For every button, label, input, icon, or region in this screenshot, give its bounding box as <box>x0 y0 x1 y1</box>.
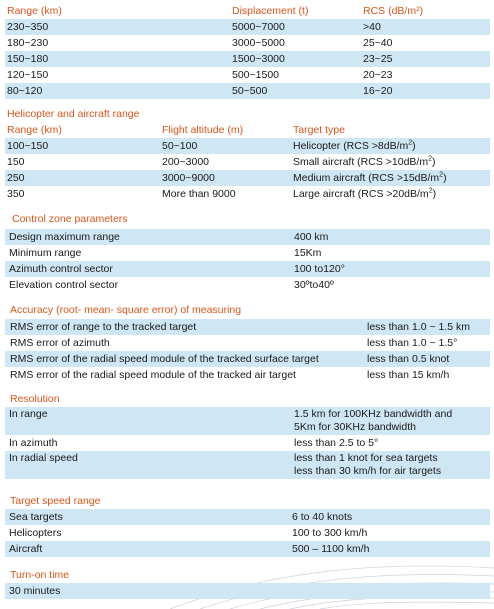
table-cell: Helicopter $(RCS >8dB/m^2)$ <box>293 139 416 152</box>
table-cell: 5000~7000 <box>232 21 285 33</box>
table-cell: 150~180 <box>7 53 49 65</box>
table-cell: 100 to120° <box>294 263 345 275</box>
table-cell: In range <box>9 408 48 420</box>
table-cell: Elevation control sector <box>9 279 119 291</box>
table-cell: 30 minutes <box>9 585 61 597</box>
section-title-turnon: Turn-on time <box>10 569 70 581</box>
table-cell: less than 1.0 ~ 1.5 km <box>367 321 471 333</box>
column-header: Displacement (t) <box>232 5 309 17</box>
table-row <box>5 351 490 367</box>
table-row <box>5 509 490 525</box>
table-header-row <box>5 122 490 138</box>
table-cell: Design maximum range <box>9 231 120 243</box>
table-header-row <box>5 3 490 19</box>
table-cell: 3000~5000 <box>232 37 285 49</box>
table-cell: 15Km <box>294 247 322 259</box>
table-cell: 120~150 <box>7 69 49 81</box>
table-cell: Large aircraft $(RCS >20dB/m^2)$ <box>293 187 437 200</box>
table-cell: >40 <box>363 21 381 33</box>
table-cell: 20~23 <box>363 69 393 81</box>
table-row <box>5 67 490 83</box>
resolution-table <box>5 407 490 479</box>
section-title-control: Control zone parameters <box>12 213 128 225</box>
column-header: Flight altitude (m) <box>162 124 244 136</box>
table-row <box>5 261 490 277</box>
table-cell: 50~100 <box>162 140 198 152</box>
column-header: RCS (dB/m²) <box>363 5 424 17</box>
table-cell: 3000~9000 <box>162 172 215 184</box>
table-cell: In azimuth <box>9 437 58 449</box>
table-cell: 23~25 <box>363 53 393 65</box>
table-cell: less than 2.5 to 5° <box>294 437 379 449</box>
table-row <box>5 245 490 261</box>
table-cell: 80~120 <box>7 85 43 97</box>
table-row <box>5 19 490 35</box>
table-cell: 25~40 <box>363 37 393 49</box>
table-cell: 16~20 <box>363 85 393 97</box>
table-cell: 500~1500 <box>232 69 280 81</box>
table-cell: 500 – 1100 km/h <box>292 543 370 555</box>
table-cell: 200~3000 <box>162 156 210 168</box>
table-row <box>5 451 490 479</box>
table-row <box>5 170 490 186</box>
table-cell: less than 0.5 knot <box>367 353 450 365</box>
table-cell: Aircraft <box>9 543 43 555</box>
table-cell: RMS error of the radial speed module of the tracked surface target <box>10 353 319 365</box>
table-row <box>5 367 490 383</box>
table-cell: RMS error of the radial speed module of the tracked air target <box>10 369 296 381</box>
section-title-helicopter: Helicopter and aircraft range <box>7 108 140 120</box>
target-speed-table <box>5 509 490 557</box>
table-cell: less than 1.0 ~ 1.5° <box>367 337 458 349</box>
table-row <box>5 335 490 351</box>
table-row <box>5 186 490 202</box>
table-cell: 230~350 <box>7 21 49 33</box>
table-row <box>5 83 490 99</box>
table-cell: 6 to 40 knots <box>292 511 353 523</box>
table-row <box>5 138 490 154</box>
section-title-resolution: Resolution <box>10 393 60 405</box>
table-cell: less than 15 km/h <box>367 369 450 381</box>
table-row <box>5 435 490 451</box>
table-row <box>5 229 490 245</box>
table-cell: 400 km <box>294 231 329 243</box>
table-cell: 1500~3000 <box>232 53 285 65</box>
column-header: Range (km) <box>7 124 62 136</box>
helicopter-aircraft-table <box>5 122 490 202</box>
range-displacement-table <box>5 3 490 99</box>
section-title-accuracy: Accuracy (root- mean- square error) of measuring <box>10 304 242 316</box>
table-cell: 250 <box>7 172 25 184</box>
table-cell: Azimuth control sector <box>9 263 113 275</box>
table-row <box>5 319 490 335</box>
table-cell: less than 1 knot for sea targets less than 30 km/h for air targets <box>294 452 442 477</box>
table-cell: Small aircraft $(RCS >10dB/m^2)$ <box>293 155 436 168</box>
table-row <box>5 51 490 67</box>
table-row <box>5 541 490 557</box>
table-cell: Medium aircraft $(RCS >15dB/m^2)$ <box>293 171 447 184</box>
table-row <box>5 35 490 51</box>
column-header: Range (km) <box>7 5 62 17</box>
table-row <box>5 277 490 293</box>
table-cell: 30ºto40º <box>294 279 334 291</box>
table-cell: More than 9000 <box>162 188 236 200</box>
table-cell: 100~150 <box>7 140 49 152</box>
table-row <box>5 525 490 541</box>
table-cell: RMS error of range to the tracked target <box>10 321 197 333</box>
table-cell: 150 <box>7 156 25 168</box>
table-row <box>5 583 490 599</box>
table-cell: RMS error of azimuth <box>10 337 110 349</box>
table-row <box>5 407 490 435</box>
table-cell: 1.5 km for 100KHz bandwidth and 5Km for 30KHz bandwidth <box>294 408 453 433</box>
section-title-speed: Target speed range <box>10 495 101 507</box>
table-cell: In radial speed <box>9 452 78 464</box>
turnon-table <box>5 583 490 599</box>
column-header: Target type <box>293 124 345 136</box>
table-cell: 180~230 <box>7 37 49 49</box>
table-cell: Minimum range <box>9 247 82 259</box>
table-cell: 350 <box>7 188 25 200</box>
table-row <box>5 154 490 170</box>
table-cell: Helicopters <box>9 527 62 539</box>
control-zone-table <box>5 229 490 293</box>
table-cell: Sea targets <box>9 511 63 523</box>
table-cell: 50~500 <box>232 85 268 97</box>
table-cell: 100 to 300 km/h <box>292 527 368 539</box>
accuracy-table <box>5 319 490 383</box>
